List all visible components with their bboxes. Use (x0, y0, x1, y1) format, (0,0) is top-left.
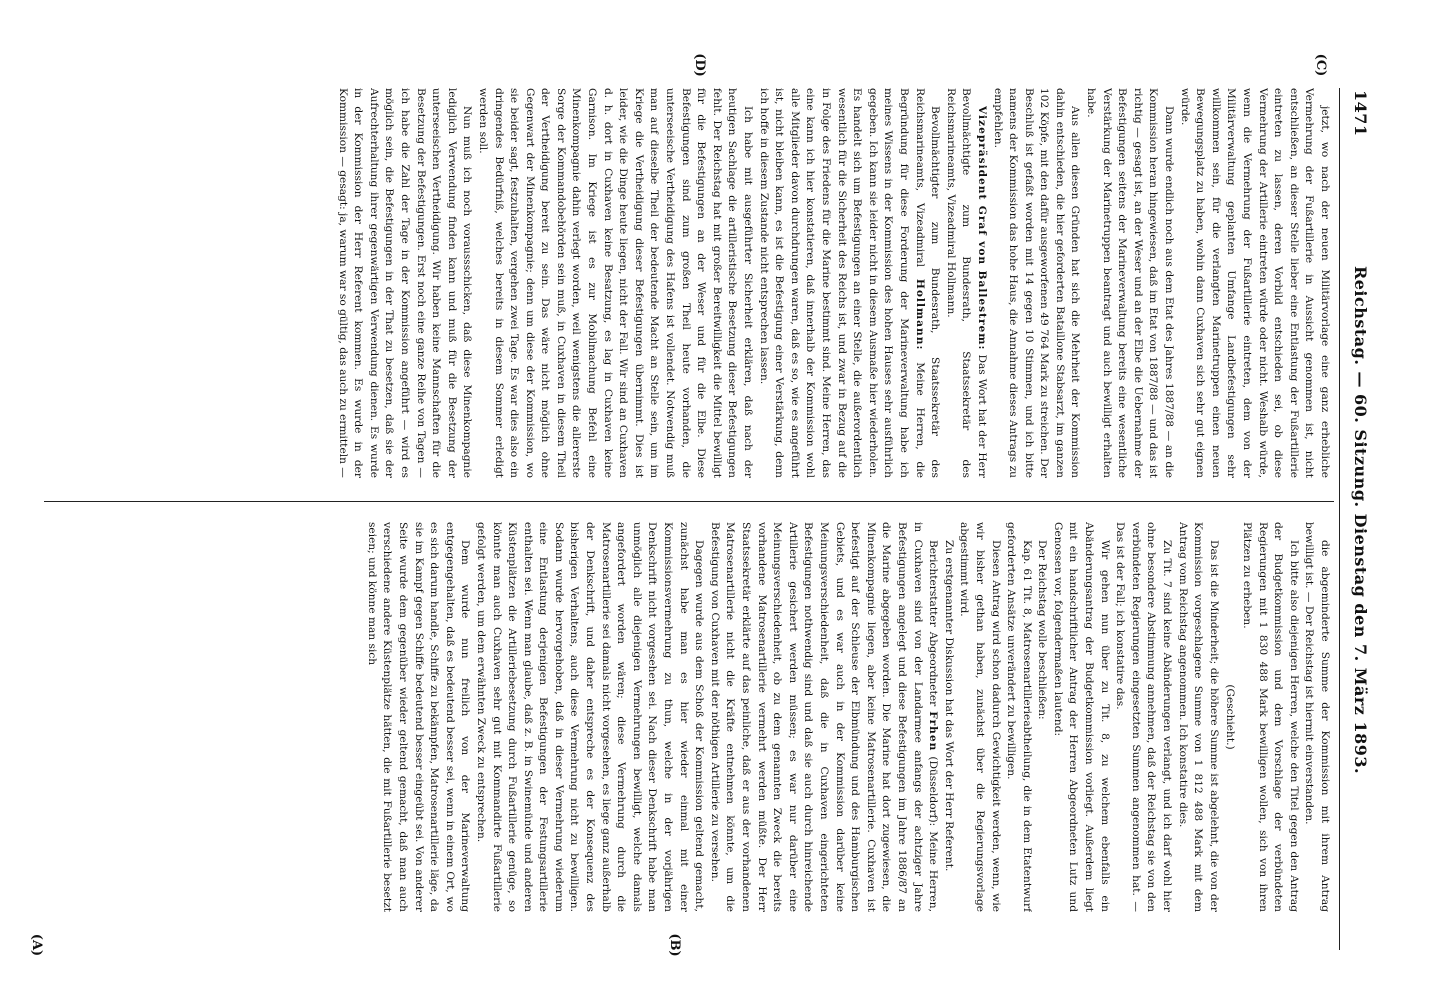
margin-mark-a: (A) (29, 933, 44, 957)
column-divider (44, 501, 1334, 502)
margin-mark-d: (D) (692, 53, 707, 77)
paragraph: jetzt, wo nach der neuen Militärvorlage eine ganz erhebliche Vermehrung der Fußartillerie in Aussicht genommen ist, nicht entschließen, an dieser Stelle lieber eine Entlastung der Fußartillerie eintreten zu lassen, deren Vorbild entschieden sei, ob diese Vermehrung der Artillerie eintreten würde oder nicht. Weshalb würde, wenn die Vermehrung der Fußartillerie eintreten, dem von der Militärverwaltung geplanten Umfange Landbefestigungen sehr willkommen sein, für die verlangten Marinetruppen einen neuen Bewegungsplatz zu haben, wohin dann Cuxhaven sich sehr gut eignen würde. (1178, 88, 1331, 478)
margin-mark-b: (B) (667, 933, 682, 957)
paragraph: Bevollmächtigter zum Bundesrath, Staatssekretär des Reichsmarineamts, Vizeadmiral Hollmann: Meine Herren, die Begründung für diese Forderung der Marineverwaltung habe ich meines Wissens in der Kommission des hohen Hauses sehr ausführlich gegeben. Ich kann sie leider nicht in diesem Ausmaße hier wiederholen. Es handelt sich um Befestigungen an einer Stelle, die außerordentlich wesentlich für die Sicherheit des Reichs ist, und zwar in Bezug auf die in Folge des Friedens für die Marine bestimmt sind. Meine Herren, das eine kann ich hier konstatieren, daß innerhalb der Kommission wohl alle Mitglieder davon durchdrungen waren, daß es so, wie es angeführt ist, nicht bleiben kann, es ist die Befestigung einer Verstärkung, denn ich hoffe in diesem Zustande nicht entsprechen lassen. (757, 88, 942, 478)
paragraph: Ich habe mit ausgeführter Sicherheit erklären, daß nach der heutigen Sachlage die artilleristische Besetzung dieser Befestigungen fehlt. Der Reichstag hat mit großer Bereitwilligkeit die Mittel bewilligt für die Befestigungen an der Weser und für die Elbe. Diese Befestigungen sind zum großen Theil heute vorhanden, die unterseeische Vertheidigung des Hafens ist vollendet. Notwendig muß man auf dieselbe Theil der bedeutende Macht an Stelle sein, um im Kriege die Vertheidigung dieser Befestigungen übernimmt. Dies ist leider, wie die Dinge heute liegen, nicht der Fall. Wir sind an Cuxhaven d. h. dort in Cuxhaven keine Besatzung, es lag in Cuxhaven keine Garnison. Im Kriege ist es zur Mobilmachung Befehl eine Minenkompagnie dahin verlegt worden, weil wenigstens die allererste Sorge der Kommandobehörden sein muß, in Cuxhaven in diesem Theil der Vertheidigung bereit zu sein. Das wäre nicht möglich ohne Gegenwart der Minenkompagnie; denn um diese der Kommission, wo sie beider sagt, festzuhalten, vergehen zwei Tage. Es war dies also ein dringendes Bedürfniß, welches bereits in diesem Sommer erledigt werden soll. (476, 88, 755, 478)
paragraph: Das ist die Minderheit; die höhere Summe ist abgelehnt, die von der Kommission vorgeschlagene Summe von 1 812 488 Mark mit dem Antrag vom Reichstag angenommen. Ich konstatire dies. (1176, 522, 1220, 912)
paragraph: Dem wurde nun freilich von der Marineverwaltung entgegengehalten, daß es bedeutend besser sei, wenn in einem Ort, wo es sich darum handle, Schiffe zu bekämpfen, Matrosenartillerie läge, da sie im Kampf gegen Schiffe bedeutend besser eingeübt sei. Von anderer Seite wurde dem gegenüber wieder geltend gemacht, daß man auch verschiedene andere Küstenplätze hätten, die mit Fußartillerie besetzt seien; und könne man sich (365, 522, 472, 912)
right-text-column (0, 88, 1332, 478)
header-rule (1339, 88, 1340, 950)
paragraph: Vizepräsident Graf von Ballestrem: Das Wort hat der Herr Bevollmächtigte zum Bundesrath, Staatssekretär des Reichsmarineamts, Vizeadmiral Hollmann. (944, 88, 988, 478)
paragraph: Dagegen wurde aus dem Schoß der Kommission geltend gemacht, zunächst habe man es hier wieder einmal mit einer Kommissionsvermehrung zu thun, welche in der vorjährigen Denkschrift nicht vorgesehen sei. Nach dieser Denkschrift habe man unmöglich alle diejenigen Vermehrungen bewilligt, welche damals angefordert worden wären; diese Vermehrung durch die Matrosenartillerie sei damals nicht vorgesehen, es liege ganz außerhalb der Denkschrift, und daher entspreche es der Konsequenz des bisherigen Verhaltens, auch diese Vermehrung nicht zu bewilligen. Sodann wurde hervorgehoben, daß in dieser Vermehrung wiederum eine Entlastung derjenigen Befestigungen der Festungsartillerie enthalten sei. Wenn man glaube, daß z. B. in Swinemünde und anderen Küstenplätzen die Artilleriebesetzung durch Fußartillerie genüge, so könnte man auch Cuxhaven sehr gut mit Kommandirte Fußartillerie gefolgt werden, um dem erwähnten Zweck zu entsprechen. (474, 522, 706, 912)
paragraph: Zu erstgenannter Diskussion hat das Wort der Herr Referent. (942, 540, 955, 872)
paragraph: Aus allen diesen Gründen hat sich die Mehrheit der Kommission dahin entschieden, die hier geforderten Bataillone Stabsarzt, im ganzen 102 Köpfe, mit den dafür ausgeworfenen 49 764 Mark zu streichen. Der Beschluß ist gefaßt worden mit 14 gegen 10 Stimmen, und ich bitte namens der Kommission das hohe Haus, die Annahme dieses Antrags zu empfehlen. (991, 88, 1082, 478)
left-text-column (0, 522, 1332, 912)
page-header (1344, 90, 1370, 950)
paragraph: Nun muß ich noch voraussschicken, daß diese Minenkompagnie lediglich Verwendung finden kann und muß für die Besetzung der unterseeischen Vertheidigung. Wir haben keine Mannschaften für die Besetzung der Befestigungen. Erst noch eine ganze Reihe von Tagen — ich habe die Zahl der Tage in der Kommission angeführt — wird es möglich sein, die Befestigungen in der That zu besetzen, daß sie der Aufrechterhaltung ihrer gegenwärtigen Verwendung dienen. Es wurde in der Kommission der Herr Referent kommen. Es wurde in der Kommission — gesagt: ja, warum war so gültig, das auch zu ermitteln — (336, 88, 474, 478)
paragraph: die abgeminderte Summe der Kommission mit ihrem Antrag bewilligt ist. — Der Reichstag ist hiermit einverstanden. (1303, 522, 1331, 912)
paragraph: Ich bitte also diejenigen Herren, welche den Titel gegen den Antrag der Budgetkommission und dem Vorschlage der verbündeten Regierungen mit 1 830 488 Mark bewilligen wollen, sich von ihren Plätzen zu erheben. (1241, 522, 1300, 912)
paragraph: Berichterstatter Abgeordneter Frhen (Düsseldorf): Meine Herren, in Cuxhaven sind von der Landarmee anfangs der achtziger Jahre Befestigungen angelegt und diese Befestigungen im Jahre 1886/87 an die Marine abgegeben worden. Die Marine hat dort zugewiesen, die Minenkompagnie liegen, aber keine Matrosenartillerie. Cuxhaven ist befestigt auf der Schleuse der Elbmündung und des Hamburgischen Gebiets, und es war auch in der Kommission darüber keine Meinungsverschiedenheit, daß die in Cuxhaven eingerichteten Befestigungen nothwendig sind und daß sie auch durch hinreichende Artillerie gesichert werden müssen; es war nur darüber eine Meinungsverschiedenheit, ob zu dem genannten Zweck die bereits vorhandene Matrosenartillerie vermehrt werden müßte. Der Herr Staatssekretär erklärte auf das peinliche, daß er aus der vorhandenen Matrosenartillerie nicht die Kräfte entnehmen könnte, um die Befestigung von Cuxhaven mit der nöthigen Artillerie zu versehen. (708, 522, 940, 912)
paragraph: Der Reichstag wolle beschließen: (1036, 540, 1049, 720)
paragraph: Zu Tit. 7 sind keine Abänderungen verlangt, und ich darf wohl hier ohne besondere Abstimmung annehmen, daß der Reichstag sie von den verbündeten Regierungen eingesetzten Summen angenommen hat. — Das ist der Fall; ich konstatire das. (1114, 522, 1174, 912)
paragraph: Wir gehen nun über zu Tit. 8, zu welchem ebenfalls ein Abänderungsantrag der Budgetkommission vorliegt. Außerdem liegt mit ein handschriftlicher Antrag der Herren Abgeordneten Lutz und Genossen vor, folgendermaßen lautend: (1051, 522, 1111, 912)
paragraph: Diesen Antrag wird schon dadurch Gewichtigkeit werden, wenn, wie wir bisher gethan haben, zunächst über die Regierungsvorlage abgestimmt wird. (958, 522, 1002, 912)
running-title: Reichstag. — 60. Sitzung. Dienstag den 7. März 1893. (1351, 265, 1370, 775)
margin-mark-c: (C) (1313, 53, 1328, 77)
paragraph: Dann wurde endlich noch aus dem Etat des Jahres 1887/88 — an die Kommission heran hingewiesen, daß im Etat von 1887/88 — und das ist richtig — gesagt ist, an der Weser und an der Elbe die Uebernahme der Befestigungen seitens der Marineverwaltung bereits eine wesentliche Verstärkung der Marinetruppen beantragt und auch bewilligt erhalten habe. (1085, 88, 1176, 478)
paragraph: Kap. 61 Tit. 8, Matrosenartillerieabtheilung, die in dem Etatentwurf geforderten Ansätze unverändert zu bewilligen. (1005, 522, 1033, 912)
page-number: 1471 (1351, 90, 1370, 137)
paragraph: (Geschieht.) (1224, 684, 1237, 750)
